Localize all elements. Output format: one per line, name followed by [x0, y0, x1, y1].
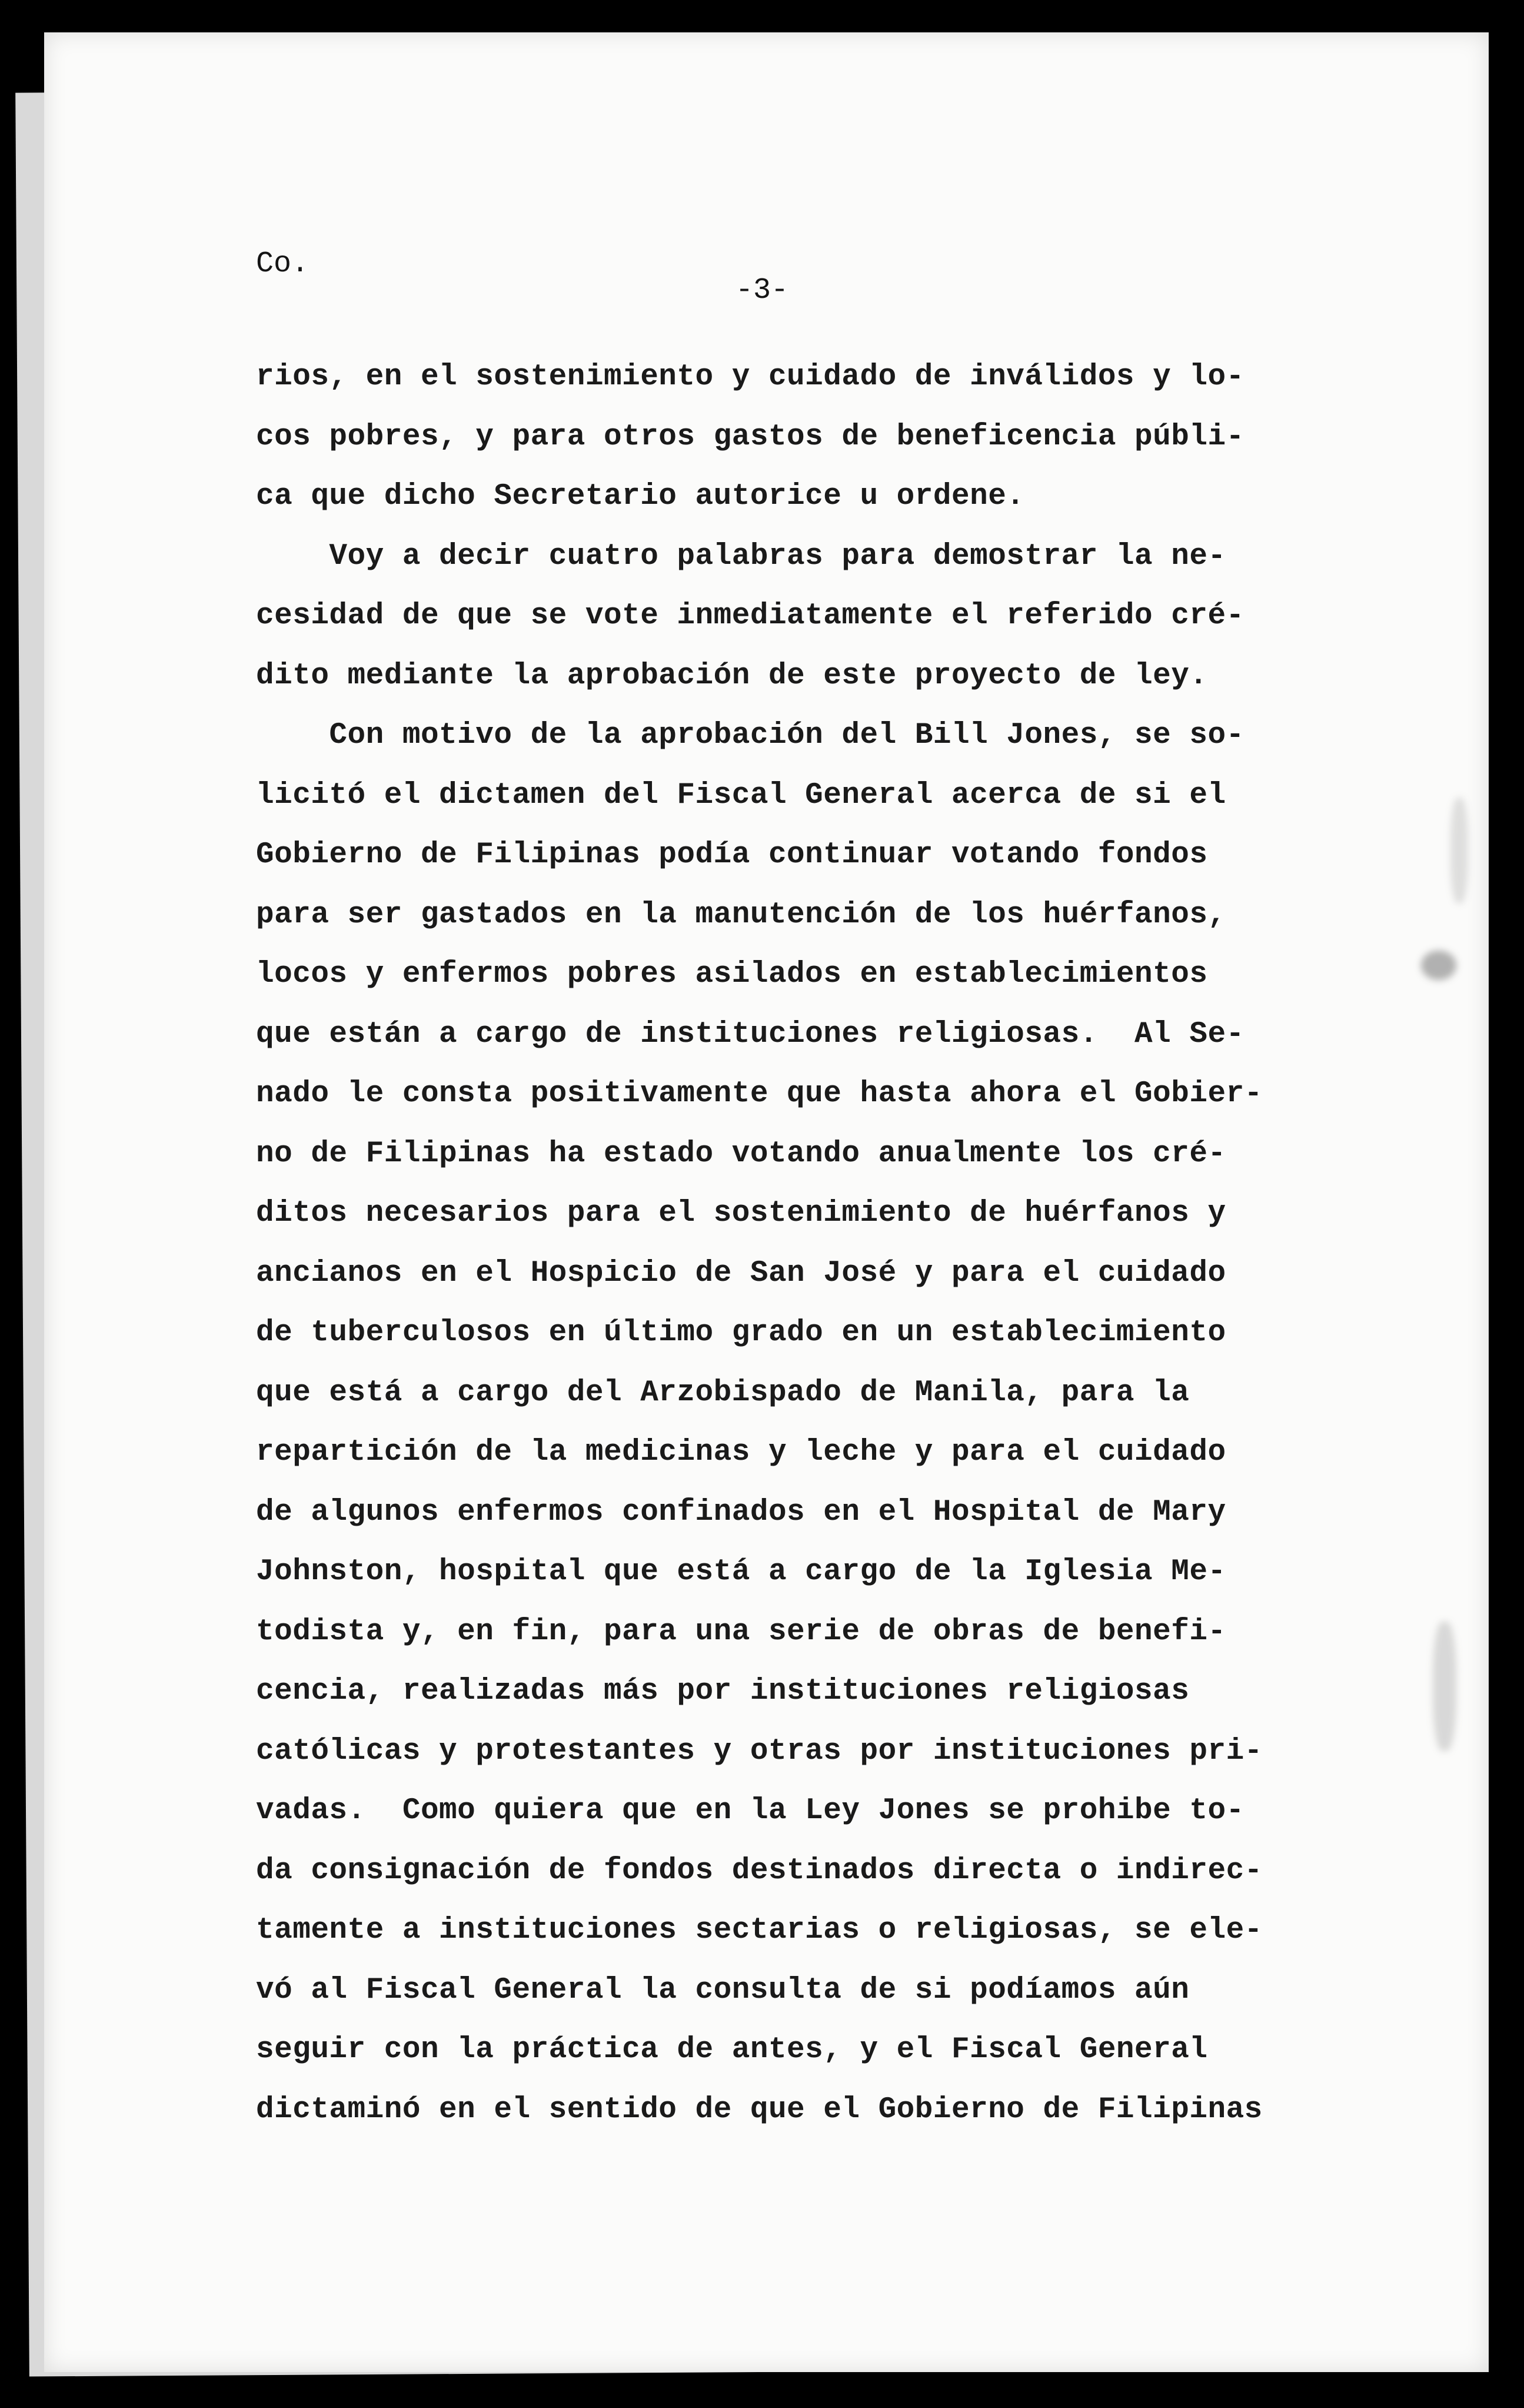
text-line: no de Filipinas ha estado votando anualmente los cré- — [256, 1137, 1226, 1171]
text-line: para ser gastados en la manutención de los huérfanos, — [256, 898, 1226, 932]
text-line: vadas. Como quiera que en la Ley Jones se prohibe to- — [256, 1794, 1245, 1828]
text-line: de tuberculosos en último grado en un establecimiento — [256, 1316, 1226, 1350]
ink-smudge — [1433, 1622, 1456, 1751]
text-line: Con motivo de la aprobación del Bill Jones, se so- — [256, 719, 1245, 752]
text-line: todista y, en fin, para una serie de obras de benefi- — [256, 1615, 1226, 1649]
text-line: nado le consta positivamente que hasta ahora el Gobier- — [256, 1077, 1263, 1111]
text-line: Gobierno de Filipinas podía continuar votando fondos — [256, 838, 1208, 872]
text-line: vó al Fiscal General la consulta de si podíamos aún — [256, 1973, 1190, 2007]
text-line: seguir con la práctica de antes, y el Fiscal General — [256, 2033, 1208, 2067]
text-line: ca que dicho Secretario autorice u ordene. — [256, 480, 1025, 513]
typed-body-text — [256, 347, 1315, 2140]
text-line: cesidad de que se vote inmediatamente el referido cré- — [256, 599, 1245, 633]
text-line: dito mediante la aprobación de este proyecto de ley. — [256, 659, 1208, 693]
ink-smudge — [1450, 798, 1468, 904]
ink-smudge — [1421, 951, 1456, 980]
text-line: tamente a instituciones sectarias o religiosas, se ele- — [256, 1914, 1263, 1947]
text-line: ditos necesarios para el sostenimiento de huérfanos y — [256, 1197, 1226, 1230]
text-line: Voy a decir cuatro palabras para demostrar la ne- — [256, 539, 1226, 573]
text-line: locos y enfermos pobres asilados en establecimientos — [256, 958, 1208, 991]
page-reference: Co. — [256, 247, 310, 281]
text-line: que están a cargo de instituciones religiosas. Al Se- — [256, 1017, 1245, 1051]
text-line: ancianos en el Hospicio de San José y para el cuidado — [256, 1256, 1226, 1290]
text-line: católicas y protestantes y otras por instituciones pri- — [256, 1734, 1263, 1768]
text-line: repartición de la medicinas y leche y para el cuidado — [256, 1436, 1226, 1469]
text-line: cos pobres, y para otros gastos de beneficencia públi- — [256, 420, 1245, 454]
text-line: rios, en el sostenimiento y cuidado de inválidos y lo- — [256, 360, 1245, 394]
text-line: que está a cargo del Arzobispado de Manila, para la — [256, 1376, 1190, 1410]
text-line: Johnston, hospital que está a cargo de la Iglesia Me- — [256, 1555, 1226, 1589]
text-line: de algunos enfermos confinados en el Hospital de Mary — [256, 1495, 1226, 1529]
page-number: -3- — [736, 274, 789, 307]
text-line: da consignación de fondos destinados directa o indirec- — [256, 1854, 1263, 1888]
text-line: dictaminó en el sentido de que el Gobierno de Filipinas — [256, 2093, 1263, 2127]
text-line: licitó el dictamen del Fiscal General acerca de si el — [256, 778, 1226, 812]
text-line: cencia, realizadas más por instituciones religiosas — [256, 1675, 1190, 1708]
